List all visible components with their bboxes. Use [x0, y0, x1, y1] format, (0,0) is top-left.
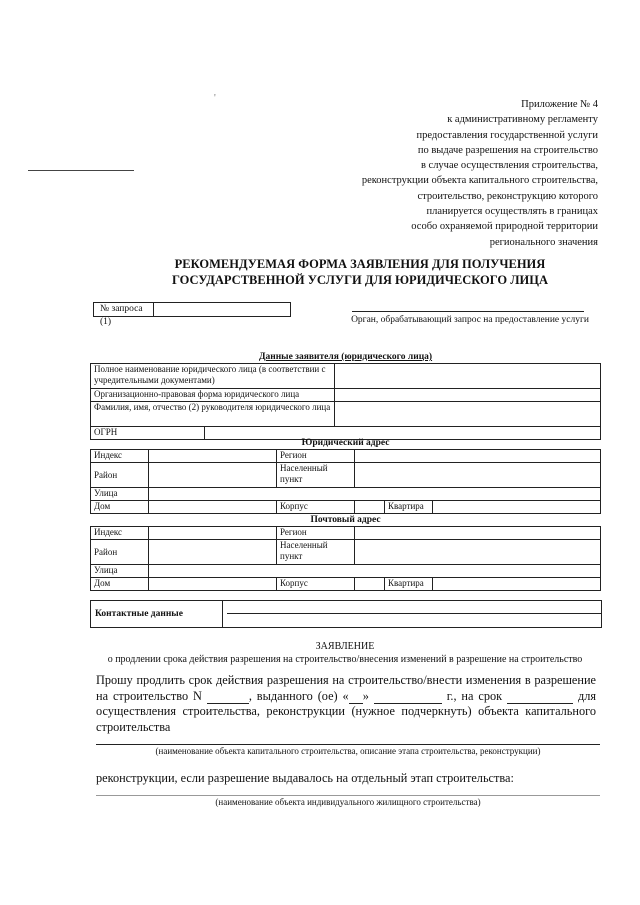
legal-address-header: Юридический адрес — [301, 438, 390, 448]
applicant-table — [90, 351, 601, 440]
statement-body — [96, 673, 596, 735]
statement-text-3: » — [362, 688, 374, 703]
object-line — [96, 744, 600, 745]
request-number-label: № запроса (1) — [94, 303, 154, 316]
postal-house-cell — [149, 578, 277, 591]
legal-form-cell — [335, 389, 601, 402]
legal-apartment-cell — [433, 501, 601, 514]
appendix-line: особо охраняемой природной территории — [411, 221, 598, 233]
appendix-line: в случае осуществления строительства, — [420, 160, 598, 172]
statement-text-4: г., на срок — [441, 688, 508, 703]
postal-apartment-label: Квартира — [385, 578, 433, 591]
legal-district-label: Район — [91, 463, 149, 488]
statement-text-1: Прошу продлить срок действия разрешения на строительство/внести изменения в разрешение на строительство N — [96, 673, 596, 703]
postal-apartment-input[interactable] — [433, 578, 600, 589]
contacts-input[interactable] — [223, 601, 601, 627]
appendix-line: реконструкции объекта капитального строительства, — [361, 175, 598, 187]
organ-caption: Орган, обрабатывающий запрос на предоставление услуги — [351, 315, 589, 325]
legal-house-input[interactable] — [149, 501, 276, 512]
ogrn-label: ОГРН — [91, 427, 205, 440]
contacts-box — [90, 600, 602, 628]
postal-address-table — [90, 514, 601, 591]
director-label: Фамилия, имя, отчество (2) руководителя юридического лица — [91, 402, 335, 427]
director-input[interactable] — [335, 402, 600, 413]
postal-locality-label: Населенный пункт — [277, 540, 355, 565]
postal-building-input[interactable] — [355, 578, 384, 589]
form-title-line: РЕКОМЕНДУЕМАЯ ФОРМА ЗАЯВЛЕНИЯ ДЛЯ ПОЛУЧЕНИЯ — [174, 257, 546, 271]
full-name-cell — [335, 364, 601, 389]
postal-locality-input[interactable] — [355, 540, 600, 551]
legal-index-cell — [149, 450, 277, 463]
appendix-line: предоставления государственной услуги — [416, 129, 598, 141]
form-title-line: ГОСУДАРСТВЕННОЙ УСЛУГИ ДЛЯ ЮРИДИЧЕСКОГО ЛИЦА — [171, 273, 549, 287]
appendix-line: строительство, реконструкцию которого — [417, 190, 598, 202]
request-number-input[interactable] — [154, 303, 290, 316]
applicant-header — [91, 351, 601, 364]
issue-day-input[interactable] — [349, 690, 363, 704]
legal-building-label: Корпус — [277, 501, 355, 514]
legal-form-label: Организационно-правовая форма юридического лица — [91, 389, 335, 402]
left-divider — [28, 170, 134, 171]
full-name-input[interactable] — [335, 364, 600, 375]
legal-address-table — [90, 437, 601, 514]
postal-index-cell — [149, 527, 277, 540]
contacts-inner-rule — [227, 613, 601, 614]
legal-building-input[interactable] — [355, 501, 384, 512]
appendix-line: планируется осуществлять в границах — [426, 206, 598, 218]
postal-apartment-cell — [433, 578, 601, 591]
appendix-line: к административному регламенту — [447, 114, 598, 126]
legal-form-input[interactable] — [335, 389, 600, 400]
organ-line — [352, 311, 584, 312]
postal-locality-cell — [355, 540, 601, 565]
statement-text-2: , выданного (ое) « — [248, 688, 349, 703]
statement-subtitle: о продлении срока действия разрешения на строительство/внесения изменений в разрешение на строительство — [107, 654, 583, 665]
legal-apartment-input[interactable] — [433, 501, 600, 512]
postal-house-label: Дом — [91, 578, 149, 591]
postal-district-label: Район — [91, 540, 149, 565]
request-number-box — [93, 302, 291, 327]
legal-index-label: Индекс — [91, 450, 149, 463]
legal-street-cell — [149, 488, 601, 501]
appendix-line: Приложение № 4 — [521, 99, 598, 110]
statement-text-5: для осуществления строительства, реконструкции (нужное подчеркнуть) объекта капитального строительства — [96, 688, 596, 734]
postal-index-input[interactable] — [149, 527, 276, 538]
statement-title — [90, 640, 600, 666]
postal-house-input[interactable] — [149, 578, 276, 589]
postal-street-cell — [149, 565, 601, 578]
appendix-line: по выдаче разрешения на строительство — [417, 144, 598, 156]
postal-building-cell — [355, 578, 385, 591]
director-cell — [335, 402, 601, 427]
postal-region-label: Регион — [277, 527, 355, 540]
postal-street-label: Улица — [91, 565, 149, 578]
applicant-header-text: Данные заявителя (юридического лица) — [258, 352, 433, 362]
appendix-line: регионального значения — [489, 236, 598, 248]
individual-object-line — [96, 795, 600, 796]
scan-mark: ' — [214, 93, 216, 104]
full-name-label: Полное наименование юридического лица (в соответствии с учредительными документами) — [91, 364, 335, 389]
legal-street-input[interactable] — [149, 488, 600, 499]
issue-month-input[interactable] — [374, 690, 442, 704]
postal-index-label: Индекс — [91, 527, 149, 540]
legal-district-input[interactable] — [149, 463, 276, 474]
reconstruction-text: реконструкции, если разрешение выдавалось на отдельный этап строительства: — [96, 771, 514, 785]
legal-district-cell — [149, 463, 277, 488]
postal-district-input[interactable] — [149, 540, 276, 551]
object-name-input[interactable] — [96, 730, 604, 745]
postal-building-label: Корпус — [277, 578, 355, 591]
postal-region-input[interactable] — [355, 527, 600, 538]
statement-heading: ЗАЯВЛЕНИЕ — [315, 641, 375, 652]
permit-number-input[interactable] — [207, 690, 249, 704]
legal-street-label: Улица — [91, 488, 149, 501]
postal-district-cell — [149, 540, 277, 565]
legal-locality-label: Населенный пункт — [277, 463, 355, 488]
legal-house-label: Дом — [91, 501, 149, 514]
term-input[interactable] — [507, 690, 573, 704]
postal-address-header: Почтовый адрес — [310, 515, 381, 525]
legal-region-cell — [355, 450, 601, 463]
legal-region-input[interactable] — [355, 450, 600, 461]
form-title — [150, 256, 570, 288]
legal-building-cell — [355, 501, 385, 514]
legal-region-label: Регион — [277, 450, 355, 463]
object-caption: (наименование объекта капитального строительства, описание этапа строительства, реконструкции) — [155, 746, 541, 756]
contacts-label: Контактные данные — [91, 601, 223, 627]
legal-apartment-label: Квартира — [385, 501, 433, 514]
legal-index-input[interactable] — [149, 450, 276, 461]
legal-locality-cell — [355, 463, 601, 488]
appendix-header — [362, 97, 598, 250]
legal-house-cell — [149, 501, 277, 514]
individual-object-caption: (наименование объекта индивидуального жилищного строительства) — [215, 797, 481, 807]
legal-locality-input[interactable] — [355, 463, 600, 474]
postal-street-input[interactable] — [149, 565, 600, 576]
postal-region-cell — [355, 527, 601, 540]
